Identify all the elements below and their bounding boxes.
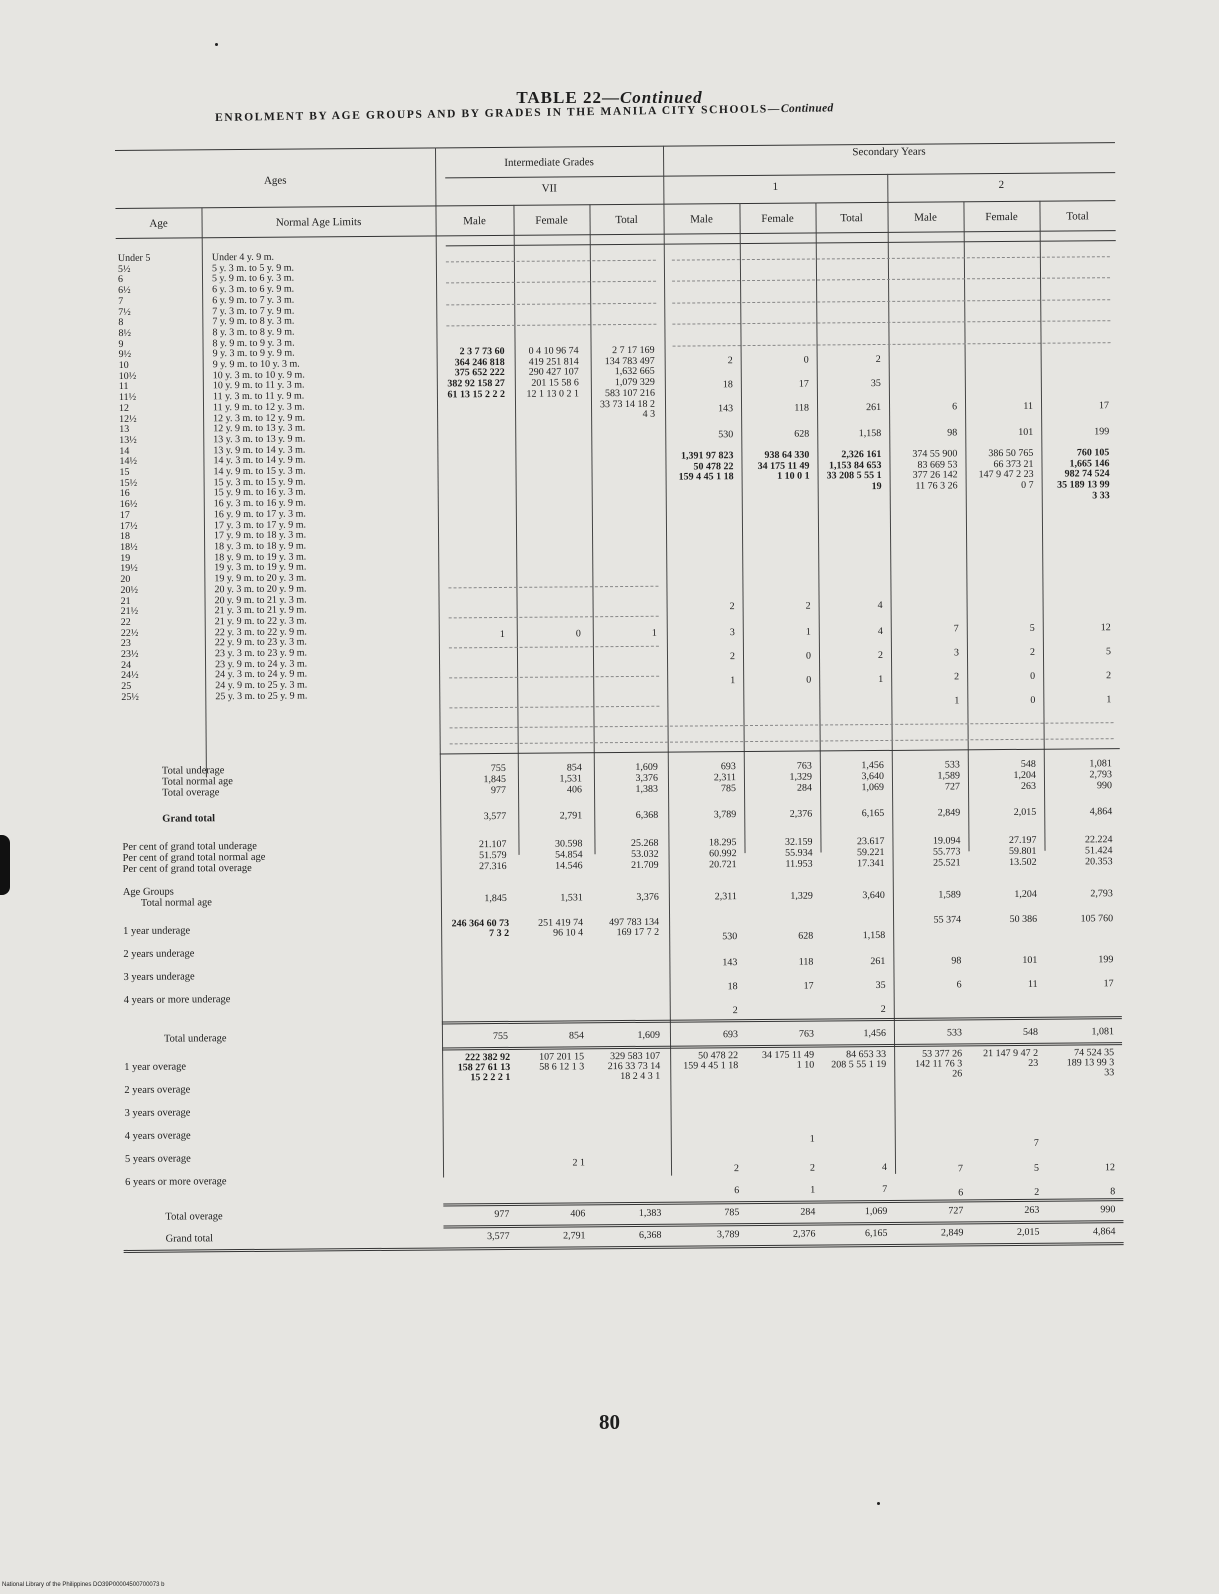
y1-female-cell: 1: [805, 626, 811, 638]
summary-cell: 27.197: [1008, 834, 1037, 847]
header-intermediate-grades: Intermediate Grades: [504, 156, 594, 169]
summary-cell: 548: [1022, 1026, 1039, 1038]
header-year-2: 2: [998, 179, 1005, 192]
y2-total-cell: 1: [1106, 694, 1112, 706]
y1-total-cell: 2: [875, 353, 881, 366]
header-female: Female: [985, 210, 1018, 224]
header-male: Male: [690, 213, 713, 226]
y1-female-cell: 17: [798, 378, 809, 390]
table-subtitle: ENROLMENT BY AGE GROUPS AND BY GRADES IN THE MANILA CITY SCHOOLS—Continued: [215, 102, 834, 124]
summary-cell: 3,640: [861, 770, 884, 783]
summary-cell: 284: [796, 782, 813, 794]
summary-cell: 6,165: [864, 1227, 888, 1240]
label-pct-normal: Per cent of grand total normal age: [122, 851, 266, 864]
footer-stamp: National Library of the Philippines DO39P00004500700073 b: [2, 1582, 165, 1588]
summary-cell: 727: [948, 1205, 964, 1217]
summary-cell: 1,531: [560, 892, 583, 904]
speck: [215, 43, 218, 46]
ug-y1-total: 35: [875, 979, 886, 992]
vii-male-column: 2 3 7 73 60 364 246 818 375 652 222 382 92 158 27 61 13 15 2 2 2: [447, 345, 505, 401]
ug-y2-total: 105 760: [1080, 913, 1114, 925]
label-3yr-overage: 3 years overage: [124, 1107, 191, 1119]
vii-total-cell: 1: [651, 627, 657, 639]
y2-male-cell: 6: [952, 401, 958, 413]
og-y2-total: 12: [1104, 1162, 1116, 1174]
summary-cell: 2,791: [559, 810, 583, 822]
summary-cell: 2,376: [789, 808, 813, 820]
summary-cell: 25.521: [933, 857, 961, 869]
og-vii-male: 222 382 92 158 27 61 13 15 2 2 2 1: [457, 1051, 511, 1084]
summary-cell: 2,849: [937, 807, 961, 819]
summary-cell: 2,015: [1013, 806, 1037, 818]
y1-male-cell: 1: [730, 675, 736, 687]
summary-cell: 18.295: [708, 837, 737, 849]
y1-female-cell: 118: [794, 402, 810, 414]
summary-cell: 1,589: [937, 770, 960, 782]
vii-female-column: 0 4 10 96 74 419 251 814 290 427 107 201 15 58 6 12 1 13 0 2 1: [526, 345, 579, 400]
og-y2-female: 21 147 9 47 2 23: [983, 1047, 1039, 1069]
label-pct-overage: Per cent of grand total overage: [122, 862, 252, 875]
summary-cell: 30.598: [554, 838, 583, 850]
summary-cell: 1,609: [635, 761, 658, 773]
summary-cell: 25.268: [630, 837, 659, 849]
y2-total-cell: 199: [1094, 426, 1110, 438]
summary-cell: 4,864: [1092, 1226, 1116, 1238]
y1-female-cell: 0: [805, 650, 812, 662]
og-y1-male: 50 478 22 159 4 45 1 18: [683, 1050, 739, 1072]
label-pct-underage: Per cent of grand total underage: [122, 840, 257, 853]
y2-male-column: 374 55 900 83 669 53 377 26 142 11 76 3 26: [912, 448, 958, 492]
label-1yr-overage: 1 year overage: [124, 1061, 187, 1073]
summary-cell: 3,577: [483, 810, 507, 823]
summary-cell: 55.773: [932, 846, 961, 858]
og-y1-female: 34 175 11 49 1 10: [761, 1049, 815, 1071]
og-y2-female: 2: [1034, 1186, 1040, 1198]
og-vii-female: 107 201 15 58 6 12 1 3: [539, 1051, 585, 1073]
header-age: Age: [149, 217, 168, 230]
summary-cell: 990: [1100, 1204, 1116, 1216]
ug-y1-total: 2: [880, 1003, 886, 1016]
summary-cell: 60.992: [709, 848, 737, 860]
header-total: Total: [840, 212, 863, 225]
summary-cell: 755: [492, 1030, 509, 1043]
og-y1-female: 1: [809, 1133, 815, 1145]
summary-cell: 3,577: [487, 1230, 510, 1243]
og-y1-total: 7: [882, 1183, 888, 1196]
summary-cell: 406: [570, 1208, 586, 1220]
ug-y2-male: 55 374: [933, 914, 962, 926]
summary-cell: 2,015: [1016, 1226, 1040, 1238]
scan-artifact: [0, 835, 10, 895]
summary-cell: 20.353: [1085, 856, 1113, 868]
summary-cell: 1,204: [1014, 888, 1037, 900]
summary-cell: 854: [566, 762, 582, 774]
y1-male-cell: 3: [729, 627, 735, 639]
summary-cell: 3,640: [862, 889, 885, 902]
y1-total-cell: 1: [878, 673, 884, 686]
summary-cell: 406: [566, 784, 583, 796]
summary-cell: 1,531: [559, 773, 582, 785]
enrolment-table: [115, 142, 1116, 1245]
ug-y2-male: 98: [951, 955, 962, 967]
summary-cell: 1,069: [864, 1205, 888, 1218]
summary-cell: 2,376: [792, 1228, 816, 1240]
ug-y2-female: 11: [1027, 978, 1038, 990]
ug-vii-male: 246 364 60 73 7 3 2: [451, 917, 510, 939]
label-3yr-underage: 3 years underage: [123, 971, 195, 983]
label-2yr-underage: 2 years underage: [123, 948, 195, 960]
summary-cell: 20.721: [709, 859, 737, 871]
header-secondary-years: Secondary Years: [852, 145, 926, 159]
summary-cell: 1,081: [1089, 758, 1112, 770]
summary-cell: 533: [946, 1027, 963, 1039]
y2-female-cell: 5: [1029, 622, 1035, 634]
y1-total-cell: 4: [877, 599, 883, 612]
y1-male-cell: 18: [722, 379, 733, 391]
y1-total-cell: 261: [866, 401, 882, 414]
normal-age-limits-column: Under 4 y. 9 m. 5 y. 3 m. to 5 y. 9 m. 5 y. 9 m. to 6 y. 3 m. 6 y. 3 m. to 6 y. 9 m. 6 y. 9 m. to 7 y. 3 m. 7 y. 3 m. to 7 y. 9 m. 7 y. 9 m. to 8 y. 3 m. 8 y. 3 m. to 8 y. 9 m. 8 y. 9 m. to 9 y. 3 m. 9 y. 3 m. to 9 y. 9 m. 9 y. 9 m. to 10 y. 3 m. 10 y. 3 m. to 10 y. 9 m. 10 y. 9 m. to 11 y. 3 m. 11 y. 3 m. to 11 y. 9 m. 11 y. 9 m. to 12 y. 3 m. 12 y. 3 m. to 12 y. 9 m. 12 y. 9 m. to 13 y. 3 m. 13 y. 3 m. to 13 y. 9 m. 13 y. 9 m. to 14 y. 3 m. 14 y. 3 m. to 14 y. 9 m. 14 y. 9 m. to 15 y. 3 m. 15 y. 3 m. to 15 y. 9 m. 15 y. 9 m. to 16 y. 3 m. 16 y. 3 m. to 16 y. 9 m. 16 y. 9 m. to 17 y. 3 m. 17 y. 3 m. to 17 y. 9 m. 17 y. 9 m. to 18 y. 3 m. 18 y. 3 m. to 18 y. 9 m. 18 y. 9 m. to 19 y. 3 m. 19 y. 3 m. to 19 y. 9 m. 19 y. 9 m. to 20 y. 3 m. 20 y. 3 m. to 20 y. 9 m. 20 y. 9 m. to 21 y. 3 m. 21 y. 3 m. to 21 y. 9 m. 21 y. 9 m. to 22 y. 3 m. 22 y. 3 m. to 22 y. 9 m. 22 y. 9 m. to 23 y. 3 m. 23 y. 3 m. to 23 y. 9 m. 23 y. 9 m. to 24 y. 3 m. 24 y. 3 m. to 24 y. 9 m. 24 y. 9 m. to 25 y. 3 m. 25 y. 3 m. to 25 y. 9 m.: [211, 251, 308, 703]
header-total: Total: [615, 213, 638, 227]
y2-total-column: 760 105 1,665 146 982 74 524 35 189 13 99 3 33: [1057, 447, 1110, 502]
summary-cell: 17.341: [857, 857, 885, 870]
ug-y2-male: 6: [956, 979, 962, 991]
y1-male-cell: 143: [718, 403, 734, 415]
ug-y2-total: 17: [1103, 978, 1114, 990]
y1-total-cell: 4: [877, 625, 883, 638]
og-y2-total: 8: [1110, 1186, 1116, 1198]
og-y2-male: 53 377 26 142 11 76 3 26: [915, 1048, 963, 1080]
summary-cell: 51.424: [1084, 845, 1113, 857]
label-6yr-overage: 6 years or more overage: [125, 1176, 227, 1188]
ug-y1-male: 2: [732, 1005, 738, 1017]
summary-cell: 55.934: [785, 847, 813, 859]
summary-cell: 727: [944, 781, 961, 793]
summary-cell: 6,165: [861, 807, 885, 820]
y1-male-cell: 2: [729, 651, 736, 663]
summary-cell: 11.953: [785, 858, 813, 870]
summary-cell: 6,368: [638, 1229, 662, 1241]
ug-vii-female: 251 419 74 96 10 4: [538, 917, 584, 939]
summary-cell: 693: [720, 761, 736, 773]
y2-female-cell: 11: [1023, 400, 1034, 412]
ug-y1-male: 143: [722, 957, 738, 969]
summary-cell: 21.709: [631, 859, 659, 871]
summary-cell: 2,793: [1090, 888, 1113, 900]
header-female: Female: [535, 214, 568, 227]
og-y1-total: 84 653 33 208 5 55 1 19: [831, 1048, 887, 1071]
og-vii-total: 329 583 107 216 33 73 14 18 2 4 3 1: [607, 1050, 661, 1083]
label-total-underage: Total underage: [161, 765, 225, 777]
ug-y1-total: 261: [870, 955, 886, 968]
summary-cell: 13.502: [1009, 856, 1037, 868]
summary-cell: 32.159: [784, 836, 813, 848]
summary-cell: 2,791: [563, 1230, 586, 1242]
summary-cell: 3,376: [636, 891, 659, 903]
y2-male-cell: 2: [954, 671, 960, 683]
summary-cell: 1,609: [637, 1029, 661, 1041]
summary-cell: 548: [1020, 758, 1036, 770]
label-total-overage: Total overage: [162, 787, 220, 799]
y1-total-column: 2,326 161 1,153 84 653 33 208 5 55 1 19: [826, 448, 882, 493]
summary-cell: 977: [490, 784, 507, 797]
summary-cell: 785: [720, 783, 737, 795]
y1-male-cell: 2: [729, 601, 735, 613]
summary-cell: 990: [1096, 780, 1113, 792]
og-y2-total: 74 524 35 189 13 99 3 33: [1066, 1047, 1115, 1079]
label-5yr-overage: 5 years overage: [124, 1153, 191, 1165]
ug-y1-total: 1,158: [862, 929, 886, 942]
y2-male-cell: 7: [953, 623, 959, 635]
summary-cell: 21.107: [478, 838, 507, 851]
ug-vii-total: 497 783 134 169 17 7 2: [609, 916, 660, 938]
summary-cell: 854: [568, 1030, 585, 1042]
og-y1-female: 1: [810, 1184, 816, 1196]
summary-cell: 1,069: [861, 781, 885, 794]
summary-cell: 755: [490, 762, 506, 775]
age-column: Under 5 5½ 6 6½ 7 7½ 8 8½ 9 9½ 10 10½ 11 11½ 12 12½ 13 13½ 14 14½ 15 15½ 16 16½ 17 17½ 18 18½ 19 19½ 20 20½ 21 21½ 22 22½ 23 23½ 24 24½ 25 25½: [117, 252, 151, 703]
og-y1-male: 2: [733, 1163, 740, 1175]
header-ages: Ages: [263, 174, 287, 187]
y1-male-cell: 2: [727, 355, 733, 367]
label-4yr-underage: 4 years or more underage: [123, 994, 231, 1006]
og-y1-female: 2: [809, 1162, 816, 1174]
summary-cell: 2,793: [1089, 769, 1112, 781]
y2-male-cell: 1: [954, 695, 960, 707]
label-total-normal-age: Total normal age: [140, 897, 212, 909]
header-normal-age-limits: Normal Age Limits: [275, 216, 362, 229]
ug-y2-female: 50 386: [1009, 913, 1038, 925]
label-total-normal-age: Total normal age: [161, 776, 234, 788]
summary-cell: 1,456: [863, 1027, 887, 1040]
label-2yr-overage: 2 years overage: [124, 1084, 191, 1096]
summary-cell: 27.316: [479, 860, 507, 873]
summary-cell: 3,376: [635, 772, 658, 784]
y2-female-column: 386 50 765 66 373 21 147 9 47 2 23 0 7: [978, 447, 1034, 492]
summary-cell: 533: [944, 759, 960, 771]
header-total: Total: [1066, 210, 1089, 223]
summary-cell: 53.032: [631, 848, 659, 860]
header-female: Female: [761, 212, 794, 225]
summary-cell: 59.221: [856, 846, 885, 859]
summary-cell: 693: [722, 1029, 739, 1041]
ug-y2-female: 101: [1022, 954, 1038, 966]
label-1yr-underage: 1 year underage: [123, 925, 191, 937]
y1-male-cell: 530: [718, 429, 734, 441]
summary-cell: 785: [724, 1207, 740, 1219]
summary-cell: 763: [798, 1028, 815, 1040]
vii-total-column: 2 7 17 169 134 783 497 1,632 665 1,079 329 583 107 216 33 73 14 18 2 4 3: [599, 344, 656, 421]
og-y2-female: 7: [1033, 1137, 1039, 1149]
ug-y1-male: 530: [722, 931, 738, 943]
header-male: Male: [463, 215, 486, 228]
table-title: TABLE 22—Continued: [516, 88, 703, 107]
summary-cell: 1,456: [861, 759, 884, 772]
speck: [877, 1502, 880, 1505]
header-year-1: 1: [772, 180, 779, 193]
ug-y1-female: 118: [798, 956, 814, 968]
og-y2-male: 6: [958, 1187, 964, 1199]
summary-cell: 263: [1020, 780, 1037, 792]
ug-y2-total: 199: [1098, 954, 1114, 966]
y1-female-cell: 0: [803, 354, 809, 366]
summary-cell: 1,329: [789, 771, 812, 783]
y2-female-cell: 0: [1030, 694, 1036, 706]
y1-female-cell: 0: [806, 674, 812, 686]
y2-total-cell: 17: [1098, 400, 1110, 412]
ug-y1-male: 18: [727, 981, 738, 993]
summary-cell: 1,081: [1091, 1026, 1114, 1038]
summary-cell: 2,311: [713, 772, 736, 784]
y2-total-cell: 5: [1105, 646, 1112, 658]
y1-female-column: 938 64 330 34 175 11 49 1 10 0 1: [757, 449, 810, 483]
label-total-underage: Total underage: [163, 1033, 227, 1045]
label-age-groups: Age Groups: [122, 886, 174, 898]
y1-female-cell: 628: [794, 428, 810, 440]
label-4yr-overage: 4 years overage: [124, 1130, 191, 1142]
summary-cell: 19.094: [932, 835, 961, 847]
label-grand-total: Grand total: [162, 813, 216, 825]
y1-male-column: 1,391 97 823 50 478 22 159 4 45 1 18: [678, 450, 734, 483]
summary-cell: 1,204: [1013, 769, 1036, 781]
y2-total-cell: 2: [1106, 670, 1112, 682]
summary-cell: 763: [796, 760, 812, 772]
y2-total-cell: 12: [1100, 622, 1111, 634]
ug-y1-female: 17: [803, 980, 814, 992]
summary-cell: 284: [800, 1206, 816, 1218]
og-vii-female: 2 1: [572, 1157, 586, 1169]
summary-cell: 1,329: [790, 890, 813, 902]
vii-female-cell: 0: [575, 628, 581, 640]
page-number: 80: [599, 1410, 620, 1434]
ug-y1-female: 628: [798, 930, 814, 942]
y2-male-cell: 98: [947, 427, 958, 439]
summary-cell: 3,789: [713, 809, 737, 821]
summary-cell: 263: [1024, 1204, 1040, 1216]
og-y1-total: 4: [881, 1161, 888, 1174]
header-grade-vii: VII: [541, 182, 558, 195]
summary-cell: 977: [494, 1208, 510, 1221]
summary-cell: 6,368: [635, 809, 659, 821]
summary-cell: 3,789: [716, 1229, 740, 1241]
summary-cell: 14.546: [555, 860, 583, 872]
summary-cell: 51.579: [479, 849, 507, 862]
summary-cell: 22.224: [1084, 834, 1113, 846]
y2-male-cell: 3: [953, 647, 960, 659]
summary-cell: 23.617: [856, 835, 885, 848]
summary-cell: 1,845: [483, 773, 506, 786]
label-total-overage: Total overage: [165, 1211, 223, 1223]
y1-total-cell: 2: [877, 649, 884, 662]
og-y2-female: 5: [1033, 1162, 1040, 1174]
y1-female-cell: 2: [805, 600, 811, 612]
header-male: Male: [914, 211, 937, 224]
og-y2-male: 7: [957, 1163, 964, 1175]
vii-male-cell: 1: [499, 628, 505, 640]
y2-female-cell: 2: [1029, 646, 1036, 658]
summary-cell: 4,864: [1089, 806, 1113, 818]
summary-cell: 1,845: [484, 892, 507, 905]
summary-cell: 1,589: [938, 889, 961, 901]
y1-total-cell: 35: [870, 377, 881, 390]
summary-cell: 2,311: [714, 891, 737, 903]
summary-cell: 59.801: [1008, 845, 1037, 857]
summary-cell: 1,383: [638, 1207, 662, 1219]
summary-cell: 54.854: [555, 849, 583, 861]
y2-female-cell: 0: [1030, 670, 1036, 682]
og-y1-male: 6: [734, 1185, 740, 1197]
y2-female-cell: 101: [1018, 426, 1034, 438]
y1-total-cell: 1,158: [858, 427, 882, 440]
label-grand-total: Grand total: [165, 1233, 214, 1245]
summary-cell: 2,849: [940, 1227, 964, 1239]
summary-cell: 1,383: [635, 783, 659, 795]
